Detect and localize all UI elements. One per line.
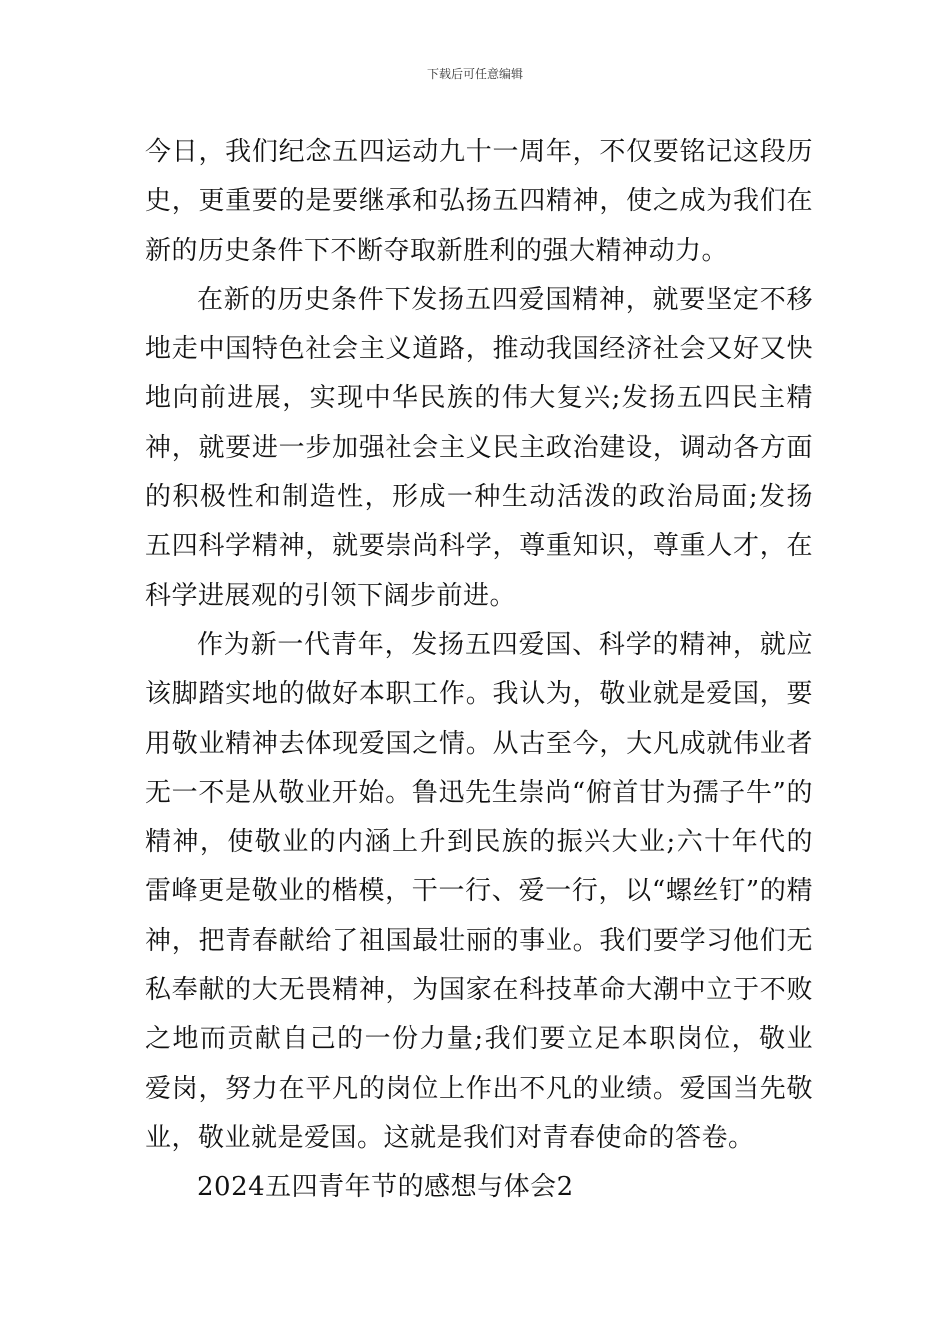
paragraph-youth: 作为新一代青年，发扬五四爱国、科学的精神，就应该脚踏实地的做好本职工作。我认为，敬业就是爱国，要用敬业精神去体现爱国之情。从古至今，大凡成就伟业者无一不是从敬业开始。鲁迅先生崇尚“俯首甘为孺子牛”的精神，使敬业的内涵上升到民族的振兴大业;六十年代的雷峰更是敬业的楷模，干一行、爱一行，以“螺丝钉”的精神，把青春献给了祖国最壮丽的事业。我们要学习他们无私奉献的大无畏精神，为国家在科技革命大潮中立于不败之地而贡献自己的一份力量;我们要立足本职岗位，敬业爱岗，努力在平凡的岗位上作出不凡的业绩。爱国当先敬业，敬业就是爱国。这就是我们对青春使命的答卷。 (145, 629, 813, 1153)
paragraph-intro: 今日，我们纪念五四运动九十一周年，不仅要铭记这段历史，更重要的是要继承和弘扬五四精神，使之成为我们在新的历史条件下不断夺取新胜利的强大精神动力。 (145, 137, 813, 266)
section-heading: 2024五四青年节的感想与体会2 (197, 1172, 574, 1203)
document-body (145, 128, 813, 1213)
header-note: 下载后可任意编辑 (426, 67, 523, 81)
paragraph-spirit: 在新的历史条件下发扬五四爱国精神，就要坚定不移地走中国特色社会主义道路，推动我国经济社会又好又快地向前进展，实现中华民族的伟大复兴;发扬五四民主精神，就要进一步加强社会主义民主政治建设，调动各方面的积极性和制造性，形成一种生动活泼的政治局面;发扬五四科学精神，就要崇尚科学，尊重知识，尊重人才，在科学进展观的引领下阔步前进。 (145, 284, 813, 611)
